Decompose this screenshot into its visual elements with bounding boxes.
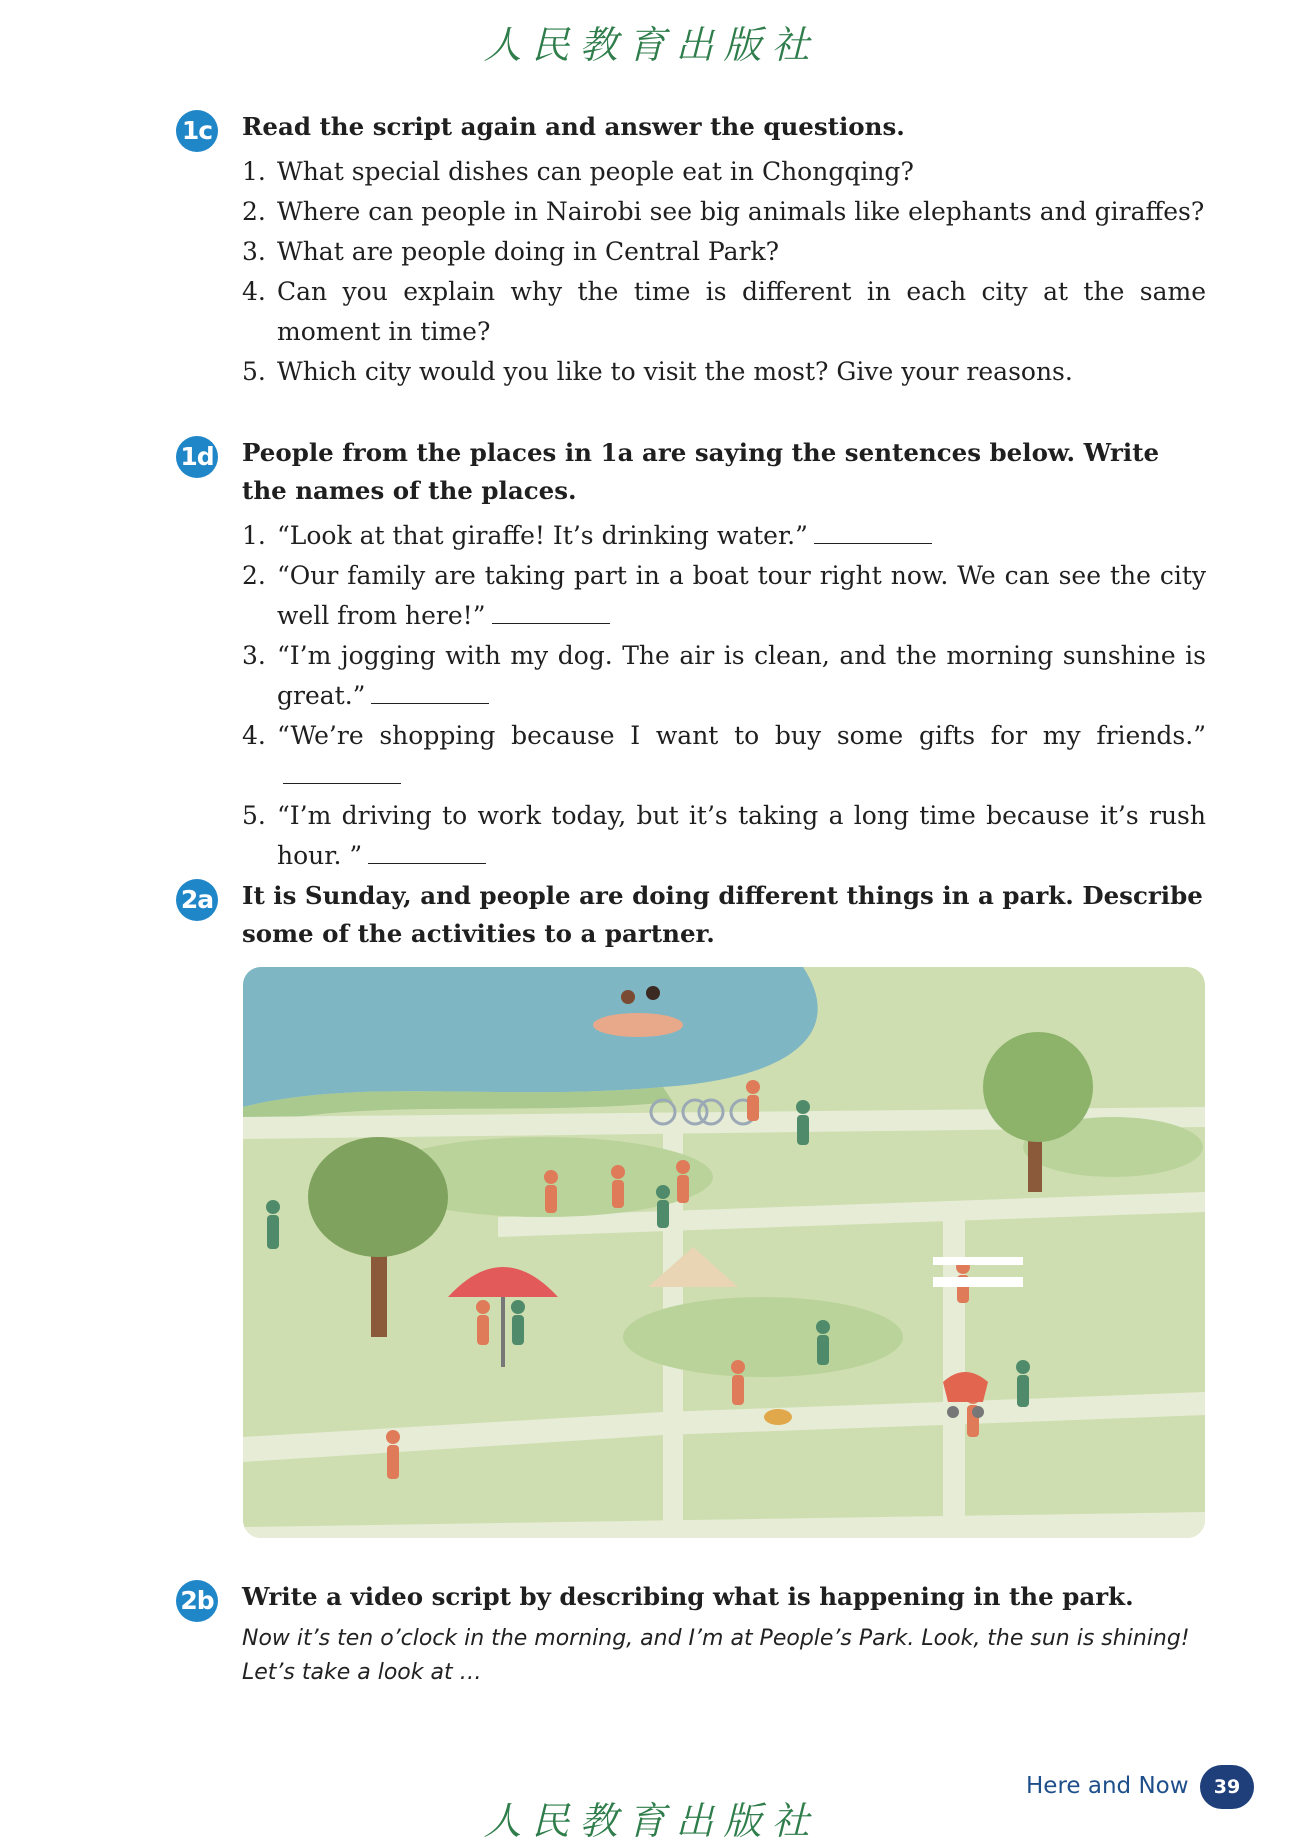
item-number: 2. — [242, 197, 266, 226]
exercise-heading: Read the script again and answer the questions. — [242, 112, 905, 141]
list-item — [242, 272, 1206, 352]
item-number: 5. — [242, 357, 266, 386]
list-item — [242, 556, 1206, 636]
rowboat — [593, 1013, 683, 1037]
exercise-heading: It is Sunday, and people are doing different things in a park. Describe some of the activities to a partner. — [242, 881, 1203, 948]
answer-blank[interactable] — [368, 839, 486, 864]
item-number: 1. — [242, 521, 266, 550]
item-number: 1. — [242, 157, 266, 186]
sentence-list — [242, 516, 1206, 876]
exercise-heading: People from the places in 1a are saying the sentences below. Write the names of the places. — [242, 438, 1160, 505]
exercise-2a — [176, 877, 1206, 953]
list-item — [242, 152, 1206, 192]
exercise-badge: 1c — [176, 110, 218, 152]
tree — [983, 1032, 1093, 1142]
page-number: 39 — [1200, 1765, 1254, 1809]
exercise-1d — [176, 434, 1206, 876]
item-number: 5. — [242, 801, 266, 830]
question-list — [242, 152, 1206, 392]
exercise-badge: 2b — [176, 1580, 218, 1622]
item-text: What are people doing in Central Park? — [277, 237, 780, 266]
unit-title: Here and Now — [1026, 1773, 1189, 1799]
exercise-heading: Write a video script by describing what is happening in the park. — [242, 1582, 1134, 1611]
exercise-badge: 1d — [176, 436, 218, 478]
list-item — [242, 716, 1206, 796]
list-item — [242, 352, 1206, 392]
item-text: “I’m driving to work today, but it’s taking a long time because it’s rush hour. ” — [277, 801, 1206, 870]
exercise-badge: 2a — [176, 879, 218, 921]
answer-blank[interactable] — [283, 759, 401, 784]
publisher-logo-bottom: 人民教育出版社 — [483, 1799, 820, 1843]
list-item — [242, 796, 1206, 876]
list-item — [242, 192, 1206, 232]
item-number: 4. — [242, 277, 266, 306]
answer-blank[interactable] — [492, 599, 610, 624]
answer-blank[interactable] — [371, 679, 489, 704]
tree — [308, 1137, 448, 1257]
item-text: “Look at that giraffe! It’s drinking water.” — [277, 521, 808, 550]
list-item — [242, 516, 1206, 556]
item-text: “Our family are taking part in a boat tour right now. We can see the city well from here!” — [277, 561, 1206, 630]
item-text: “I’m jogging with my dog. The air is clean, and the morning sunshine is great.” — [277, 641, 1206, 710]
example-script: Now it’s ten o’clock in the morning, and I’m at People’s Park. Look, the sun is shining! Let’s take a look at … — [242, 1626, 1190, 1685]
park-illustration — [243, 967, 1205, 1538]
exercise-2b — [176, 1578, 1206, 1690]
item-text: Which city would you like to visit the most? Give your reasons. — [277, 357, 1073, 386]
item-number: 3. — [242, 641, 266, 670]
list-item — [242, 232, 1206, 272]
exercise-1c — [176, 108, 1206, 392]
list-item — [242, 636, 1206, 716]
item-number: 4. — [242, 721, 266, 750]
item-text: What special dishes can people eat in Chongqing? — [277, 157, 914, 186]
publisher-logo-top: 人民教育出版社 — [483, 23, 820, 67]
item-text: Can you explain why the time is different in each city at the same moment in time? — [277, 277, 1206, 346]
bench — [933, 1277, 1023, 1287]
item-number: 3. — [242, 237, 266, 266]
item-number: 2. — [242, 561, 266, 590]
dog — [764, 1409, 792, 1425]
item-text: “We’re shopping because I want to buy some gifts for my friends.” — [277, 721, 1206, 750]
answer-blank[interactable] — [814, 519, 932, 544]
item-text: Where can people in Nairobi see big animals like elephants and giraffes? — [277, 197, 1205, 226]
